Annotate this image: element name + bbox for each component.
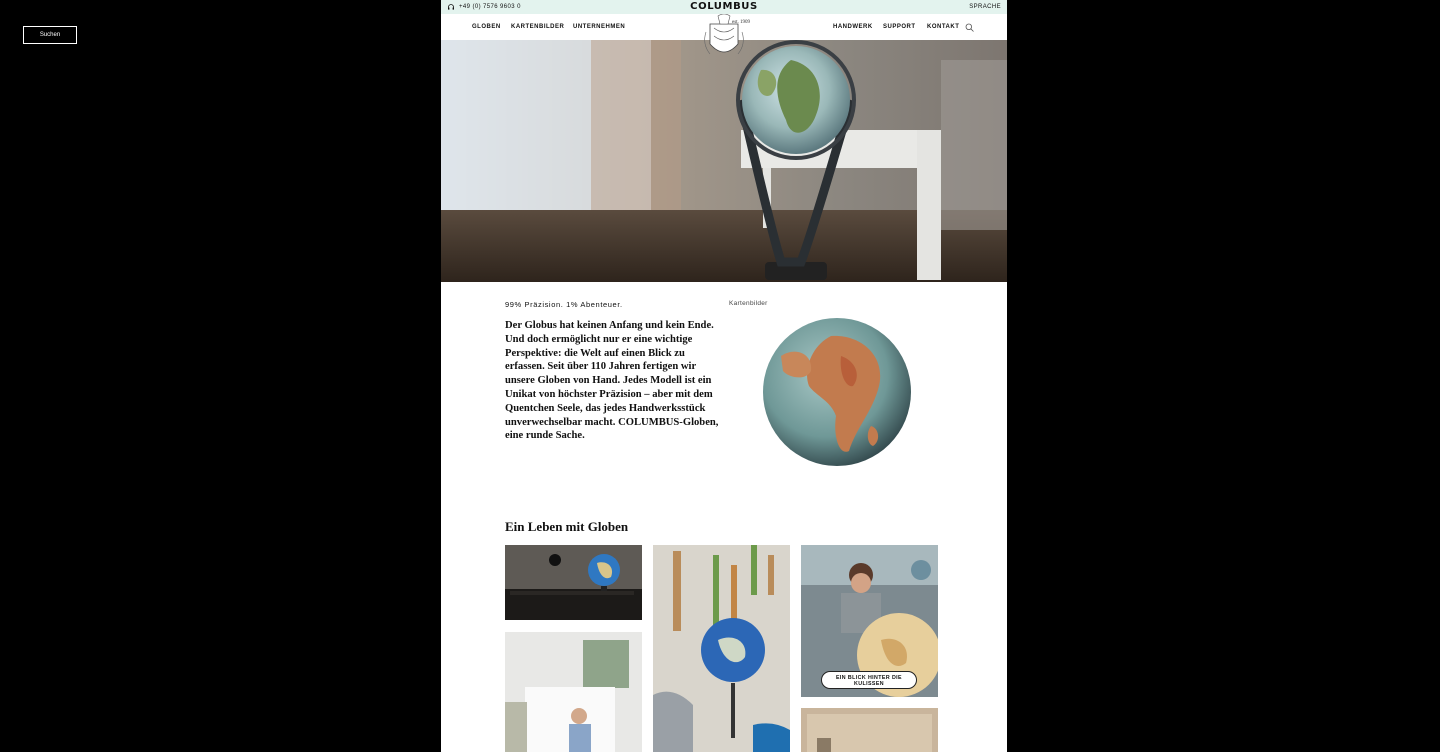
search-button[interactable] — [23, 26, 77, 44]
nav-item-kontakt[interactable]: KONTAKT — [927, 24, 960, 30]
language-selector[interactable]: SPRACHE — [969, 4, 1001, 10]
intro-text: Der Globus hat keinen Anfang und kein Ende. Und doch ermöglicht nur er eine wichtige Perspektive: die Welt auf einen Blick zu erfassen. Seit über 110 Jahren fertigen wir unsere Globen von Hand. Jedes Modell ist ein Unikat von höchster Präzision – aber mit dem Quentchen Seele, das jedes Handwerksstück unverwechselbar macht. COLUMBUS-Globen, eine runde Sache. — [505, 320, 719, 442]
gallery-tile-map-frame[interactable] — [801, 708, 938, 752]
page — [441, 0, 1007, 752]
gallery-tile-globe-on-cabinet[interactable] — [505, 545, 642, 620]
established-label: est. 1909 — [732, 20, 751, 25]
intro-kicker: 99% Präzision. 1% Abenteuer. — [505, 300, 623, 309]
nav-item-kartenbilder[interactable]: KARTENBILDER — [511, 24, 565, 30]
gallery-title: Ein Leben mit Globen — [505, 519, 629, 534]
nav-item-handwerk[interactable]: HANDWERK — [833, 24, 873, 30]
nav-item-globen[interactable]: GLOBEN — [472, 24, 501, 30]
nav-item-unternehmen[interactable]: UNTERNEHMEN — [573, 24, 626, 30]
kartenbilder-globe-image[interactable] — [761, 316, 913, 468]
search-button-label: Suchen — [39, 32, 61, 38]
search-icon[interactable] — [965, 23, 974, 32]
logo[interactable]: COLUMBUS — [690, 1, 758, 12]
behind-the-scenes-button[interactable]: EIN BLICK HINTER DIE KULISSEN — [821, 671, 917, 689]
gallery-tile-workshop-globe[interactable] — [653, 545, 790, 752]
kartenbilder-label[interactable]: Kartenbilder — [729, 300, 768, 307]
hero-image — [441, 40, 1007, 282]
nav-item-support[interactable]: SUPPORT — [883, 24, 916, 30]
gallery-tile-portrait[interactable] — [505, 632, 642, 752]
phone-number: +49 (0) 7576 9603 0 — [459, 4, 521, 10]
gallery-tile-behind-the-scenes[interactable] — [801, 545, 938, 697]
